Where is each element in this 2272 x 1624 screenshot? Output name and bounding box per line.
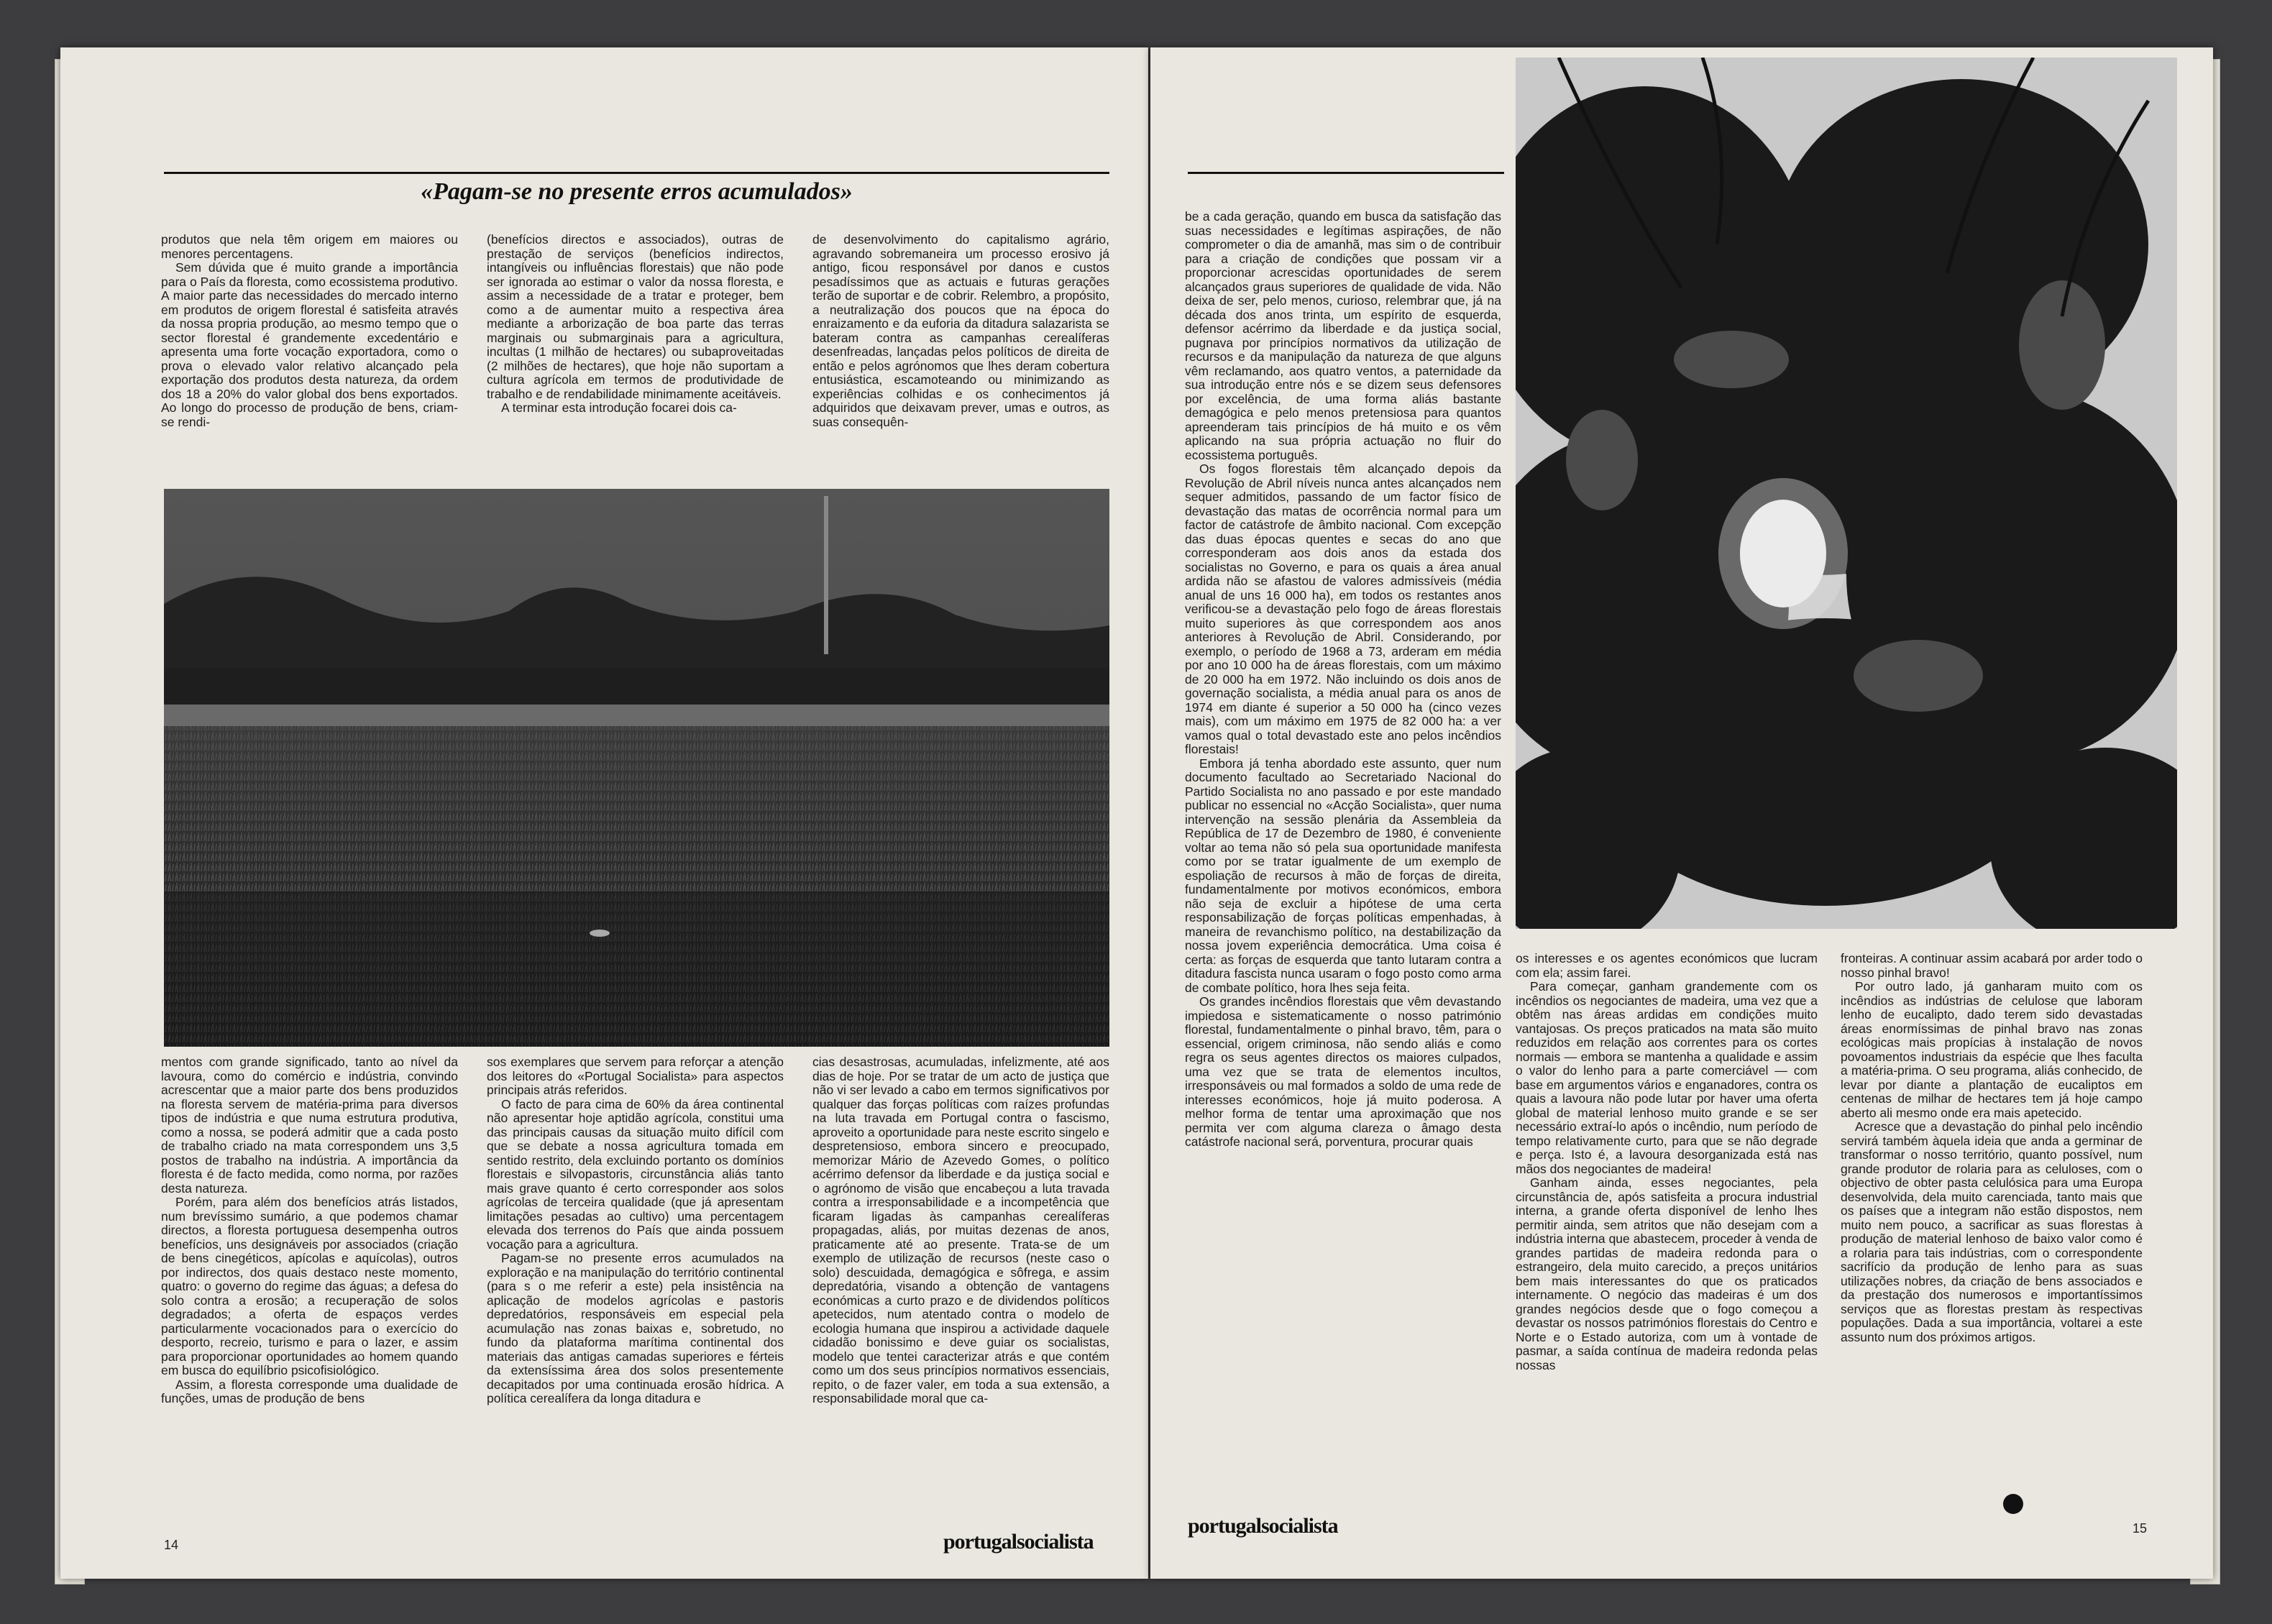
left-col3-top bbox=[812, 233, 1109, 485]
right-col3 bbox=[1841, 952, 2143, 1577]
paragraph: Para começar, ganham grandemente com os incêndios os negociantes de madeira, uma vez que a obtêm nas áreas ardidas em condições muito vantajosas. Os preços praticados na mata são muito reduzidos em relação aos correntes para os cortes normais — embora se mantenha a qualidade e assim o valor do lenho para a parte comerciável — com base em argumentos vários e enganadores, contra os quais a lavoura não pode lutar por haver uma oferta global de material lenhoso muito grande e se ser necessário extraí-lo após o incêndio, num período de tempo relativamente curto, para que se não degrade e perça. Isto é, a lavoura desorganizada está nas mãos dos negociantes de madeira! bbox=[1516, 979, 1818, 1176]
right-col1 bbox=[1185, 210, 1501, 1576]
brand-logo-left: portugalsocialista bbox=[943, 1530, 1094, 1554]
paragraph: (benefícios directos e associados), outras de prestação de serviços (benefícios indirectos, intangíveis ou influências florestais) que não pode ser ignorada ao estimar o valor da nossa floresta, e assim a necessidade de a tratar e proteger, bem como a de aumentar muito a respectiva área mediante a arborização de boa parte das terras marginais ou submarginais para a agricultura, incultas (1 milhão de hectares) ou subaproveitadas (2 milhões de hectares), que hoje não suportam a cultura agrícola em termos de produtividade de trabalho e de rendabilidade minimamente aceitáveis. bbox=[487, 232, 784, 401]
paragraph: Os grandes incêndios florestais que vêm devastando impiedosa e sistematicamente o nosso património florestal, fundamentalmente o pinhal bravo, têm, para o essencial, origem criminosa, não sendo aliás e como regra os seus agentes directos os maiores culpados, uma vez que se trata de elementos incultos, irresponsáveis ou mal formados a soldo de uma rede de interesses económicos, hoje já muito poderosa. A melhor forma de tentar uma aproximação que nos permita ver com alguma clareza o âmago desta catástrofe nacional será, porventura, procurar quais bbox=[1185, 994, 1501, 1149]
end-of-article-bullet-icon bbox=[2003, 1494, 2023, 1514]
paragraph: produtos que nela têm origem em maiores ou menores percentagens. bbox=[161, 232, 458, 261]
right-col2 bbox=[1516, 952, 1818, 1577]
left-col2-top bbox=[487, 233, 784, 485]
paragraph: be a cada geração, quando em busca da satisfação das suas necessidades e legítimas aspirações, de não comprometer o dia de amanhã, mas sim o de contribuir para a criação de condições que possam vir a proporcionar acrescidas oportunidades de serem alcançados graus superiores de qualidade de vida. Não deixa de ser, pelo menos, curioso, relembrar que, já na década dos anos trinta, um espírito de esquerda, defensor acérrimo da liberdade e da justiça social, pugnava por princípios normativos da utilização de recursos e da manipulação da natureza de que alguns vêm reclamando, aos quatro ventos, a paternidade da sua introdução entre nós e se dizem seus defensores por excelência, de uma forma aliás bastante demagógica e pelo menos pretensiosa para quantos apreenderam tais princípios de há muito e os vêm aplicando na sua própria actuação no fluir do ecossistema português. bbox=[1185, 209, 1501, 462]
paragraph: Sem dúvida que é muito grande a importância para o País da floresta, como ecossistema produtivo. A maior parte das necessidades do mercado interno em produtos de origem florestal é satisfeita através da nossa propria produção, ao mesmo tempo que o sector florestal é grandemente excedentário e apresenta uma forte vocação exportadora, como o prova o elevado valor relativo alcançado pela exportação dos produtos desta natureza, da ordem dos 18 a 20% do valor global dos bens exportados. Ao longo do processo de produção de bens, criam-se rendi- bbox=[161, 260, 458, 429]
paragraph: sos exemplares que servem para reforçar a atenção dos leitores do «Portugal Socialista» para aspectos principais atrás referidos. bbox=[487, 1055, 784, 1097]
left-page bbox=[60, 47, 1148, 1579]
landscape-photo bbox=[164, 489, 1109, 1047]
left-col1-top bbox=[161, 233, 458, 485]
paragraph: Ganham ainda, esses negociantes, pela circunstância de, após satisfeita a procura industrial interna, a grande oferta disponível de lenho lhes permitir ainda, sem atritos que não desejam com a indústria interna que abastecem, proceder à venda de grandes partidas de madeira redonda para o estrangeiro, dela muito carecido, a preços unitários bem mais interessantes do que os praticados internamente. O negócio das madeiras é um dos grandes negócios desde que o fogo começou a devastar os nossos patrimónios florestais do Centro e Norte e o Estado autoriza, com um à vontade de pasmar, a saída contínua de madeira redonda pelas nossas bbox=[1516, 1175, 1818, 1372]
paragraph: Embora já tenha abordado este assunto, quer num documento facultado ao Secretariado Nacional do Partido Socialista no ano passado e por este mandado publicar no essencial no «Acção Socialista», quer numa intervenção na sessão plenária da Assembleia da República de 17 de Dezembro de 1980, é conveniente voltar ao tema não só pela sua oportunidade manifesta como por se tratar igualmente de um exemplo de espoliação de recursos à mão de forças de direita, fundamentalmente por motivos económicos, embora não seja de excluir a hipótese de uma certa responsabilização de forças políticas empenhadas, à maneira de revanchismo político, na destabilização da nossa jovem experiência democrática. Uma coisa é certa: as forças de esquerda que tanto lutaram contra a ditadura fascista nunca usaram o fogo posto como arma de combate político, hora lhes seja feita. bbox=[1185, 756, 1501, 995]
left-col1-bottom bbox=[161, 1055, 458, 1573]
left-col3-bottom bbox=[812, 1055, 1109, 1573]
header-rule-right bbox=[1188, 172, 1504, 174]
page-number-left: 14 bbox=[164, 1538, 179, 1552]
paragraph: Pagam-se no presente erros acumulados na exploração e na manipulação do território continental (para s o me referir a este) pela insistência na aplicação de modelos agrícolas e pastoris depredatórios, responsáveis em especial pela acumulação nas zonas baixas e, sobretudo, no fundo da plataforma marítima continental dos materiais das antigas camadas superiores e férteis da extensíssima área dos solos presentemente decapitados por uma continuada erosão hídrica. A política cerealífera da longa ditadura e bbox=[487, 1251, 784, 1405]
paragraph: O facto de para cima de 60% da área continental não apresentar hoje aptidão agrícola, constitui uma das principais causas da situação muito difícil com que se debate a nossa agricultura tomada em sentido restrito, dela excluindo portanto os domínios florestais e silvopastoris, circunstância aliás tanto mais grave quanto é certo corresponder aos solos agrícolas de terceira qualidade (que já apresentam limitações pesadas ao cultivo) uma percentagem elevada dos terrenos do País que ainda possuem vocação para a agricultura. bbox=[487, 1096, 784, 1252]
paragraph: Os fogos florestais têm alcançado depois da Revolução de Abril níveis nunca antes alcançados nem sequer admitidos, passando de um factor físico de devastação das matas de ocorrência normal para um factor de catástrofe de âmbito nacional. Com excepção das duas épocas quentes e secas do ano que corresponderam aos dois anos da estada dos socialistas no Governo, e para os quais a área anual ardida não se afastou de valores admissíveis (média anual de uns 16 000 ha), em todos os restantes anos verificou-se a devastação pelo fogo de áreas florestais muito superiores às que correspondem aos anos anteriores à Revolução de Abril. Considerando, por exemplo, o período de 1968 a 73, arderam em média por ano 10 000 ha de áreas florestais, com um máximo de 20 000 ha em 1972. Não incluindo os dois anos de governação socialista, a média anual para os anos de 1974 em diante é superior a 50 000 ha (cinco vezes mais), com um máximo em 1975 de 82 000 ha: a ver vamos qual o total devastado este ano pelos incêndios florestais! bbox=[1185, 462, 1501, 756]
article-title: «Pagam-se no presente erros acumulados» bbox=[421, 178, 853, 205]
paragraph: Assim, a floresta corresponde uma dualidade de funções, umas de produção de bens bbox=[161, 1377, 458, 1405]
paragraph: Porém, para além dos benefícios atrás listados, num brevíssimo sumário, a que podemos chamar directos, a floresta portuguesa desempenha outros benefícios, uns designáveis por associados (criação de bens cinegéticos, apícolas e aquícolas), outros por indirectos, dos quais destaco neste momento, quatro: o governo do regime das águas; a defesa do solo contra a erosão; a recuperação de solos degradados; a oferta de espaços verdes particularmente vocacionados para o exercício do desporto, recreio, turismo e para o lazer, e assim para proporcionar oportunidades ao homem quando em busca do equilíbrio psicofisiológico. bbox=[161, 1195, 458, 1377]
paragraph: mentos com grande significado, tanto ao nível da lavoura, como do comércio e indústria, convindo acrescentar que a maior parte dos bens produzidos na floresta servem de matéria-prima para diversos tipos de indústria e que numa estrutura produtiva, como a nossa, se poderá admitir que a cada posto de trabalho criado na mata correspondem uns 3,5 postos de trabalho na indústria. A importância da floresta é de facto medida, como norma, por razões desta natureza. bbox=[161, 1055, 458, 1196]
tree-photo bbox=[1516, 58, 2177, 929]
page-number-right: 15 bbox=[2133, 1521, 2148, 1536]
header-rule bbox=[164, 172, 1109, 174]
paragraph: de desenvolvimento do capitalismo agrário, agravando sobremaneira um processo erosivo já antigo, ficou responsável por danos e custos pesadíssimos que as actuais e futuras gerações terão de suportar e de cobrir. Relembro, a propósito, a neutralização dos poucos que na época do enraizamento e da euforia da ditadura salazarista se bateram contra as campanhas cerealíferas desenfreadas, lançadas pelos políticos de direita de então e pelos agrónomos que lhes deram cobertura entusiástica, escamoteando ou minimizando as experiências colhidas e os conhecimentos já adquiridos que deixavam prever, umas e outros, as suas consequên- bbox=[812, 232, 1109, 429]
paragraph: fronteiras. A continuar assim acabará por arder todo o nosso pinhal bravo! bbox=[1841, 951, 2143, 980]
brand-logo-right: portugalsocialista bbox=[1188, 1514, 1338, 1538]
paragraph: A terminar esta introdução focarei dois ca- bbox=[501, 400, 737, 415]
paragraph: cias desastrosas, acumuladas, infelizmente, até aos dias de hoje. Por se tratar de um acto de justiça que não vi ser levado a cabo em termos significativos por qualquer das forças políticas com raízes profundas na luta travada em Portugal contra o fascismo, aproveito a oportunidade para neste escrito singelo e despretensioso, embora sincero e preocupado, memorizar Mário de Azevedo Gomes, o político acérrimo defensor da liberdade e da justiça social e o agrónomo de visão que encabeçou a luta travada contra a irresponsabilidade e a incompetência que ficaram ligadas às campanhas cerealíferas propagadas, aliás, por muitas dezenas de anos, praticamente até ao presente. Trata-se de um exemplo de utilização de recursos (neste caso o solo) descuidada, demagógica e sôfrega, e assim depredatória, visando a obtenção de vantagens económicas a curto prazo e de dividendos políticos apetecidos, num atentado contra o modelo de ecologia humana que inspirou a actividade daquele cidadão bonissimo e deve guiar os socialistas, modelo que tentei caracterizar atrás e que contém como um dos seus princípios normativos essenciais, repito, o de fazer valer, em toda a sua extensão, a responsabilidade moral que ca- bbox=[812, 1055, 1109, 1405]
paragraph: Por outro lado, já ganharam muito com os incêndios as indústrias de celulose que laboram lenho de eucalipto, dado terem sido devastadas áreas enormíssimas de pinhal bravo nas zonas ecológicas mais propícias à instalação de novos povoamentos industriais da espécie que lhes faculta a matéria-prima. O seu programa, aliás conhecido, de levar por diante a plantação de eucaliptos em centenas de milhar de hectares tem já hoje campo aberto ali mesmo onde era mais apetecido. bbox=[1841, 979, 2143, 1120]
paragraph: Acresce que a devastação do pinhal pelo incêndio servirá também àquela ideia que anda a germinar de transformar o nosso território, quanto possível, num grande produtor de rolaria para as celuloses, com o objectivo de obter pasta celulósica para uma Europa desenvolvida, dela muito carenciada, tanto mais que os países que a integram não estão dispostos, nem muito nem pouco, a sacrificar as suas florestas à produção de material lenhoso de baixo valor como é a rolaria para tais indústrias, com o correspondente sacrifício da produção de lenho para as suas utilizações nobres, da criação de bens associados e da prestação dos numerosos e importantíssimos serviços que as florestas prestam às respectivas populações. Dada a sua importância, voltarei a este assunto num dos próximos artigos. bbox=[1841, 1119, 2143, 1344]
left-col2-bottom bbox=[487, 1055, 784, 1573]
paragraph: os interesses e os agentes económicos que lucram com ela; assim farei. bbox=[1516, 951, 1818, 980]
right-page bbox=[1150, 47, 2213, 1579]
